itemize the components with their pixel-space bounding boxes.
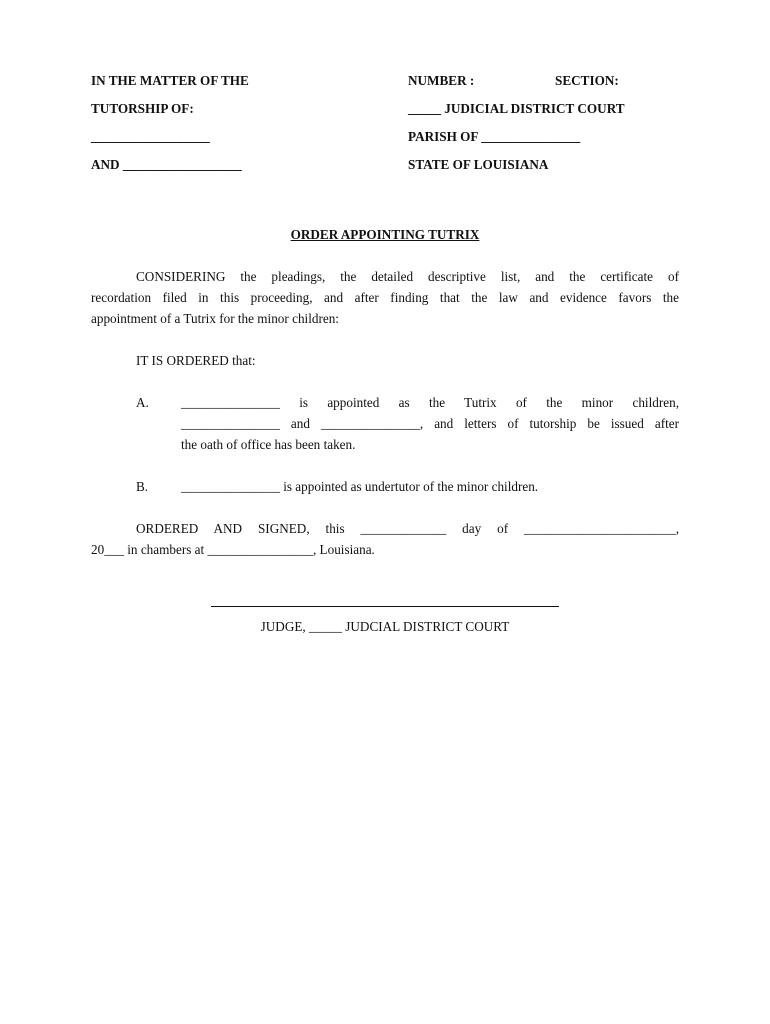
item-b-text: _______________ is appointed as undertutor of the minor children. <box>181 479 539 494</box>
judge-signature-line <box>211 606 559 607</box>
considering-paragraph <box>91 266 679 329</box>
state-label: STATE OF LOUISIANA <box>408 157 549 172</box>
matter-heading: IN THE MATTER OF THE <box>91 73 249 88</box>
signed-paragraph <box>91 518 679 560</box>
and-name-blank: AND __________________ <box>91 157 242 172</box>
district-court-label: _____ JUDICIAL DISTRICT COURT <box>408 101 625 116</box>
considering-line-1: CONSIDERING the pleadings, the detailed descriptive list, and the certificate of <box>136 269 679 284</box>
item-a-label: A. <box>136 395 149 410</box>
parish-label: PARISH OF _______________ <box>408 129 581 144</box>
considering-line-2: recordation filed in this proceeding, and after finding that the law and evidence favors the <box>91 290 679 305</box>
tutorship-heading: TUTORSHIP OF: <box>91 101 194 116</box>
ordered-intro: IT IS ORDERED that: <box>136 353 256 368</box>
judge-signature-label: JUDGE, _____ JUDCIAL DISTRICT COURT <box>260 619 510 634</box>
item-a-line-2: _______________ and _______________, and letters of tutorship be issued after <box>181 416 679 431</box>
document-title: ORDER APPOINTING TUTRIX <box>290 227 480 242</box>
signed-line-1: ORDERED AND SIGNED, this _____________ day of _______________________, <box>136 521 679 536</box>
item-a-line-1: _______________ is appointed as the Tutrix of the minor children, <box>181 395 679 410</box>
item-a-text <box>181 392 679 455</box>
section-label: SECTION: <box>555 73 619 88</box>
case-number-label: NUMBER : <box>408 73 475 88</box>
signed-line-2: 20___ in chambers at ________________, Louisiana. <box>91 542 375 557</box>
considering-line-3: appointment of a Tutrix for the minor children: <box>91 311 339 326</box>
item-a-line-3: the oath of office has been taken. <box>181 437 356 452</box>
item-b-label: B. <box>136 479 149 494</box>
minor-name-blank: __________________ <box>91 129 210 144</box>
